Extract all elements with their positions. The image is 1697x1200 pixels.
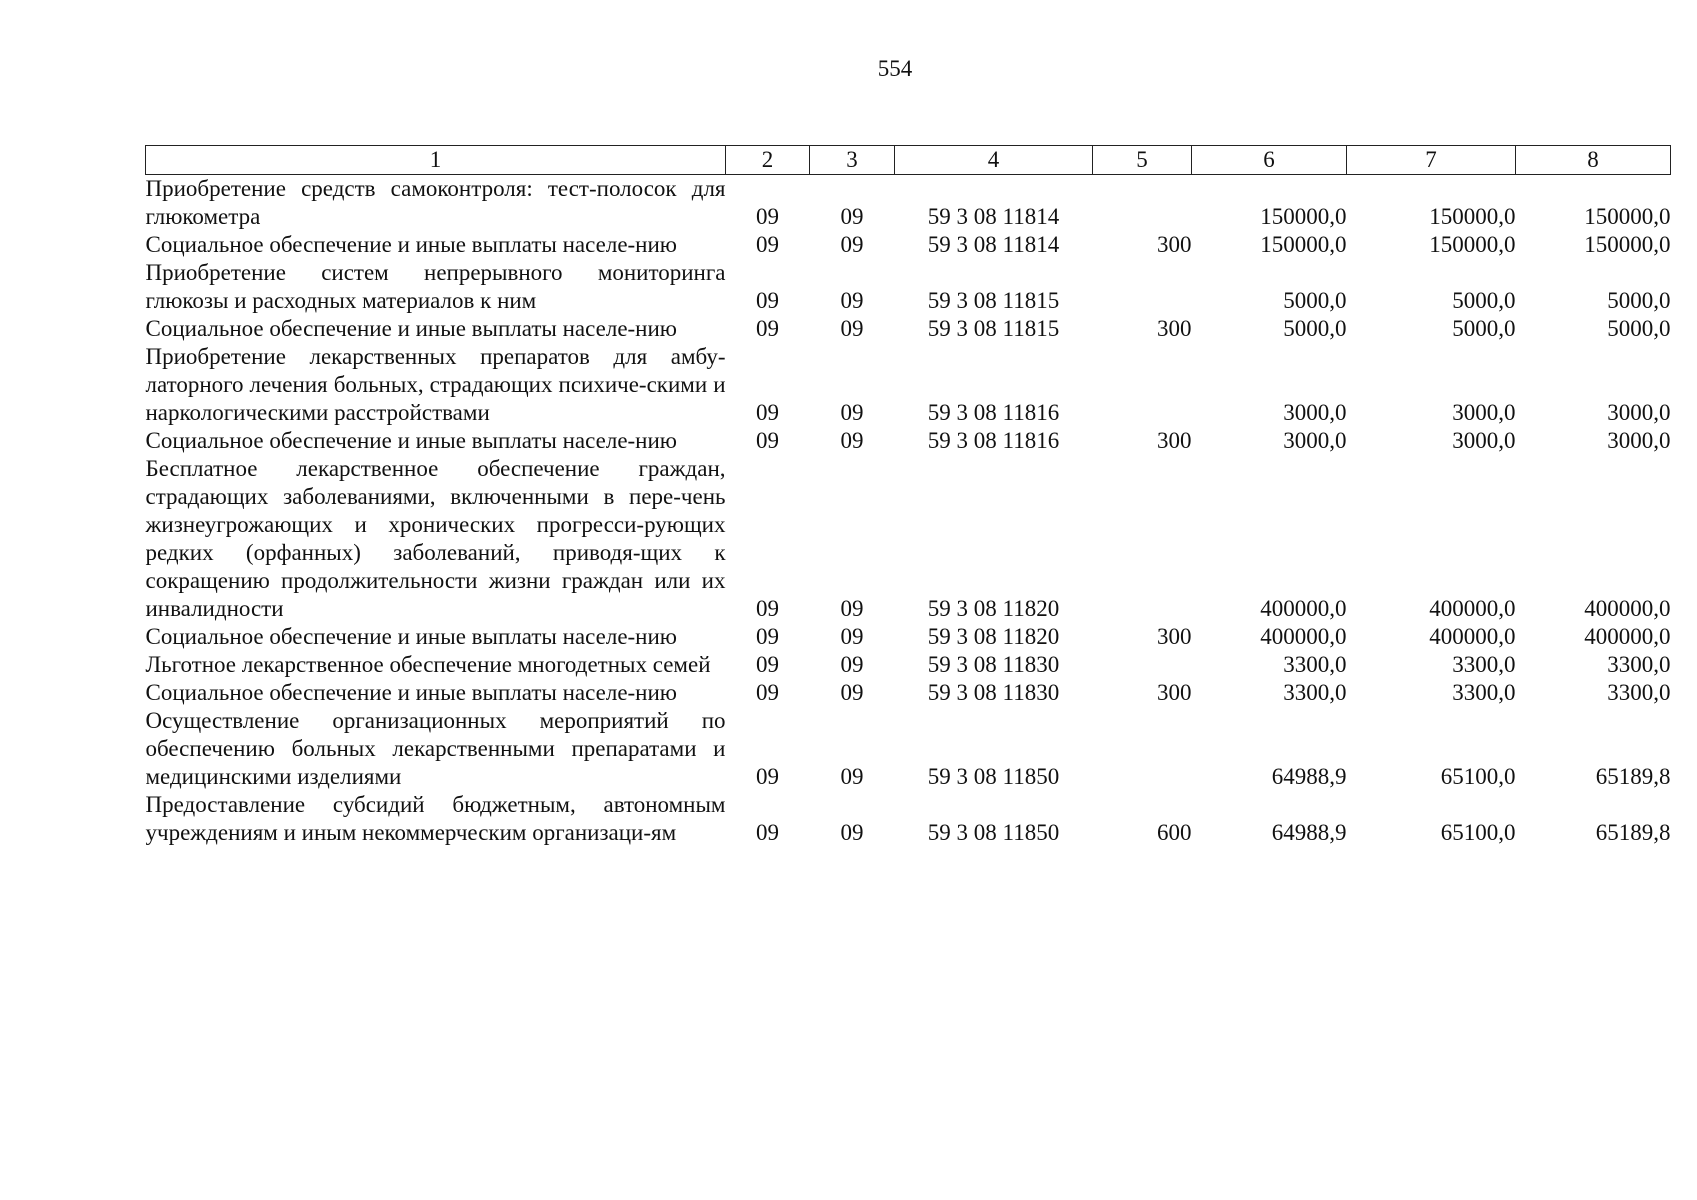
table-row [146,623,1671,651]
row-description: Социальное обеспечение и иные выплаты населе-нию [145,680,677,705]
row-section-code: 09 [756,652,779,677]
row-description: Социальное обеспечение и иные выплаты населе-нию [145,624,677,649]
row-amount-year-3: 3000,0 [1607,400,1671,425]
row-amount-year-3: 65189,8 [1595,820,1671,845]
row-expense-type-code: 300 [1157,316,1192,341]
row-subsection-code: 09 [840,680,864,705]
column-header-3: 3 [810,146,895,175]
row-subsection-code: 09 [840,624,864,649]
row-amount-year-3: 150000,0 [1584,232,1671,257]
row-amount-year-2: 3000,0 [1452,428,1516,453]
row-subsection-code: 09 [840,652,864,677]
row-amount-year-1: 3000,0 [1283,400,1347,425]
row-amount-year-1: 5000,0 [1283,316,1347,341]
row-subsection-code: 09 [840,288,864,313]
column-header-5: 5 [1093,146,1192,175]
row-expense-type-code [1093,175,1192,232]
row-description: Социальное обеспечение и иные выплаты населе-нию [145,428,677,453]
column-header-1: 1 [146,146,726,175]
row-target-article-code: 59 3 08 11816 [927,428,1060,453]
row-description: Социальное обеспечение и иные выплаты населе-нию [145,316,677,341]
row-amount-year-2: 65100,0 [1440,820,1516,845]
row-subsection-code: 09 [840,316,864,341]
row-expense-type-code [1093,259,1192,315]
row-expense-type-code: 600 [1157,820,1192,845]
row-amount-year-1: 3300,0 [1283,652,1347,677]
row-section-code: 09 [756,232,779,257]
page-number: 554 [877,56,913,81]
table-row [146,791,1671,847]
row-subsection-code: 09 [840,764,864,789]
table-row [146,259,1671,315]
row-amount-year-1: 400000,0 [1260,596,1347,621]
row-description: Льготное лекарственное обеспечение многодетных семей [145,652,711,677]
row-section-code: 09 [756,764,779,789]
row-subsection-code: 09 [840,820,864,845]
row-expense-type-code [1093,455,1192,623]
column-header-8: 8 [1516,146,1671,175]
row-amount-year-2: 150000,0 [1429,204,1516,229]
row-amount-year-3: 65189,8 [1595,764,1671,789]
row-description: Приобретение средств самоконтроля: тест-полосок для глюкометра [145,176,726,229]
row-amount-year-3: 3300,0 [1607,680,1671,705]
row-description: Бесплатное лекарственное обеспечение граждан, страдающих заболеваниями, включенными в пере-чень жизнеугрожающих и хронических прогресси-рующих редких (орфанных) заболеваний, приводя-щих к сокращению продолжительности жизни граждан или их инвалидности [145,456,726,621]
row-amount-year-1: 64988,9 [1271,820,1347,845]
row-target-article-code: 59 3 08 11820 [927,596,1060,621]
table-row [146,231,1671,259]
row-section-code: 09 [756,288,779,313]
row-amount-year-1: 3000,0 [1283,428,1347,453]
table-row [146,343,1671,427]
row-section-code: 09 [756,624,779,649]
table-row [146,175,1671,232]
row-subsection-code: 09 [840,204,864,229]
table-body [146,175,1671,848]
row-section-code: 09 [756,820,779,845]
header-row [146,146,1671,175]
row-amount-year-1: 64988,9 [1271,764,1347,789]
row-section-code: 09 [756,428,779,453]
column-header-2: 2 [726,146,810,175]
row-description: Приобретение систем непрерывного мониторинга глюкозы и расходных материалов к ним [145,260,726,313]
row-amount-year-1: 400000,0 [1260,624,1347,649]
column-header-7: 7 [1347,146,1516,175]
row-description: Социальное обеспечение и иные выплаты населе-нию [145,232,677,257]
row-amount-year-2: 3000,0 [1452,400,1516,425]
row-amount-year-3: 400000,0 [1584,624,1671,649]
row-description: Приобретение лекарственных препаратов для амбу-латорного лечения больных, страдающих психиче-скими и наркологическими расстройствами [145,344,726,425]
row-section-code: 09 [756,680,779,705]
row-section-code: 09 [756,596,779,621]
row-amount-year-2: 5000,0 [1452,316,1516,341]
column-header-6: 6 [1192,146,1347,175]
row-target-article-code: 59 3 08 11830 [927,652,1060,677]
row-target-article-code: 59 3 08 11850 [927,820,1060,845]
row-target-article-code: 59 3 08 11814 [927,204,1060,229]
row-expense-type-code [1093,651,1192,679]
row-target-article-code: 59 3 08 11850 [927,764,1060,789]
table-row [146,707,1671,791]
row-target-article-code: 59 3 08 11815 [927,288,1060,313]
row-amount-year-1: 3300,0 [1283,680,1347,705]
row-expense-type-code [1093,343,1192,427]
table-row [146,455,1671,623]
row-amount-year-3: 3000,0 [1607,428,1671,453]
table-row [146,679,1671,707]
row-expense-type-code: 300 [1157,680,1192,705]
column-header-4: 4 [895,146,1093,175]
row-description: Осуществление организационных мероприятий по обеспечению больных лекарственными препаратами и медицинскими изделиями [145,708,726,789]
row-target-article-code: 59 3 08 11814 [927,232,1060,257]
row-subsection-code: 09 [840,232,864,257]
row-target-article-code: 59 3 08 11830 [927,680,1060,705]
row-amount-year-1: 150000,0 [1260,204,1347,229]
budget-table [145,145,1671,847]
row-amount-year-2: 5000,0 [1452,288,1516,313]
row-amount-year-2: 3300,0 [1452,652,1516,677]
row-amount-year-2: 400000,0 [1429,624,1516,649]
row-amount-year-3: 150000,0 [1584,204,1671,229]
row-section-code: 09 [756,316,779,341]
row-subsection-code: 09 [840,596,864,621]
row-amount-year-3: 5000,0 [1607,288,1671,313]
row-amount-year-3: 400000,0 [1584,596,1671,621]
row-expense-type-code [1093,707,1192,791]
row-expense-type-code: 300 [1157,624,1192,649]
table-row [146,427,1671,455]
row-section-code: 09 [756,400,779,425]
row-subsection-code: 09 [840,428,864,453]
row-target-article-code: 59 3 08 11815 [927,316,1060,341]
row-amount-year-3: 3300,0 [1607,652,1671,677]
row-amount-year-2: 3300,0 [1452,680,1516,705]
row-amount-year-2: 400000,0 [1429,596,1516,621]
row-target-article-code: 59 3 08 11820 [927,624,1060,649]
row-expense-type-code: 300 [1157,428,1192,453]
row-subsection-code: 09 [840,400,864,425]
row-amount-year-1: 150000,0 [1260,232,1347,257]
row-section-code: 09 [756,204,779,229]
table-row [146,315,1671,343]
table-row [146,651,1671,679]
row-target-article-code: 59 3 08 11816 [927,400,1060,425]
row-amount-year-1: 5000,0 [1283,288,1347,313]
row-description: Предоставление субсидий бюджетным, автономным учреждениям и иным некоммерческим организаци-ям [145,792,726,845]
row-expense-type-code: 300 [1157,232,1192,257]
row-amount-year-2: 65100,0 [1440,764,1516,789]
row-amount-year-3: 5000,0 [1607,316,1671,341]
row-amount-year-2: 150000,0 [1429,232,1516,257]
